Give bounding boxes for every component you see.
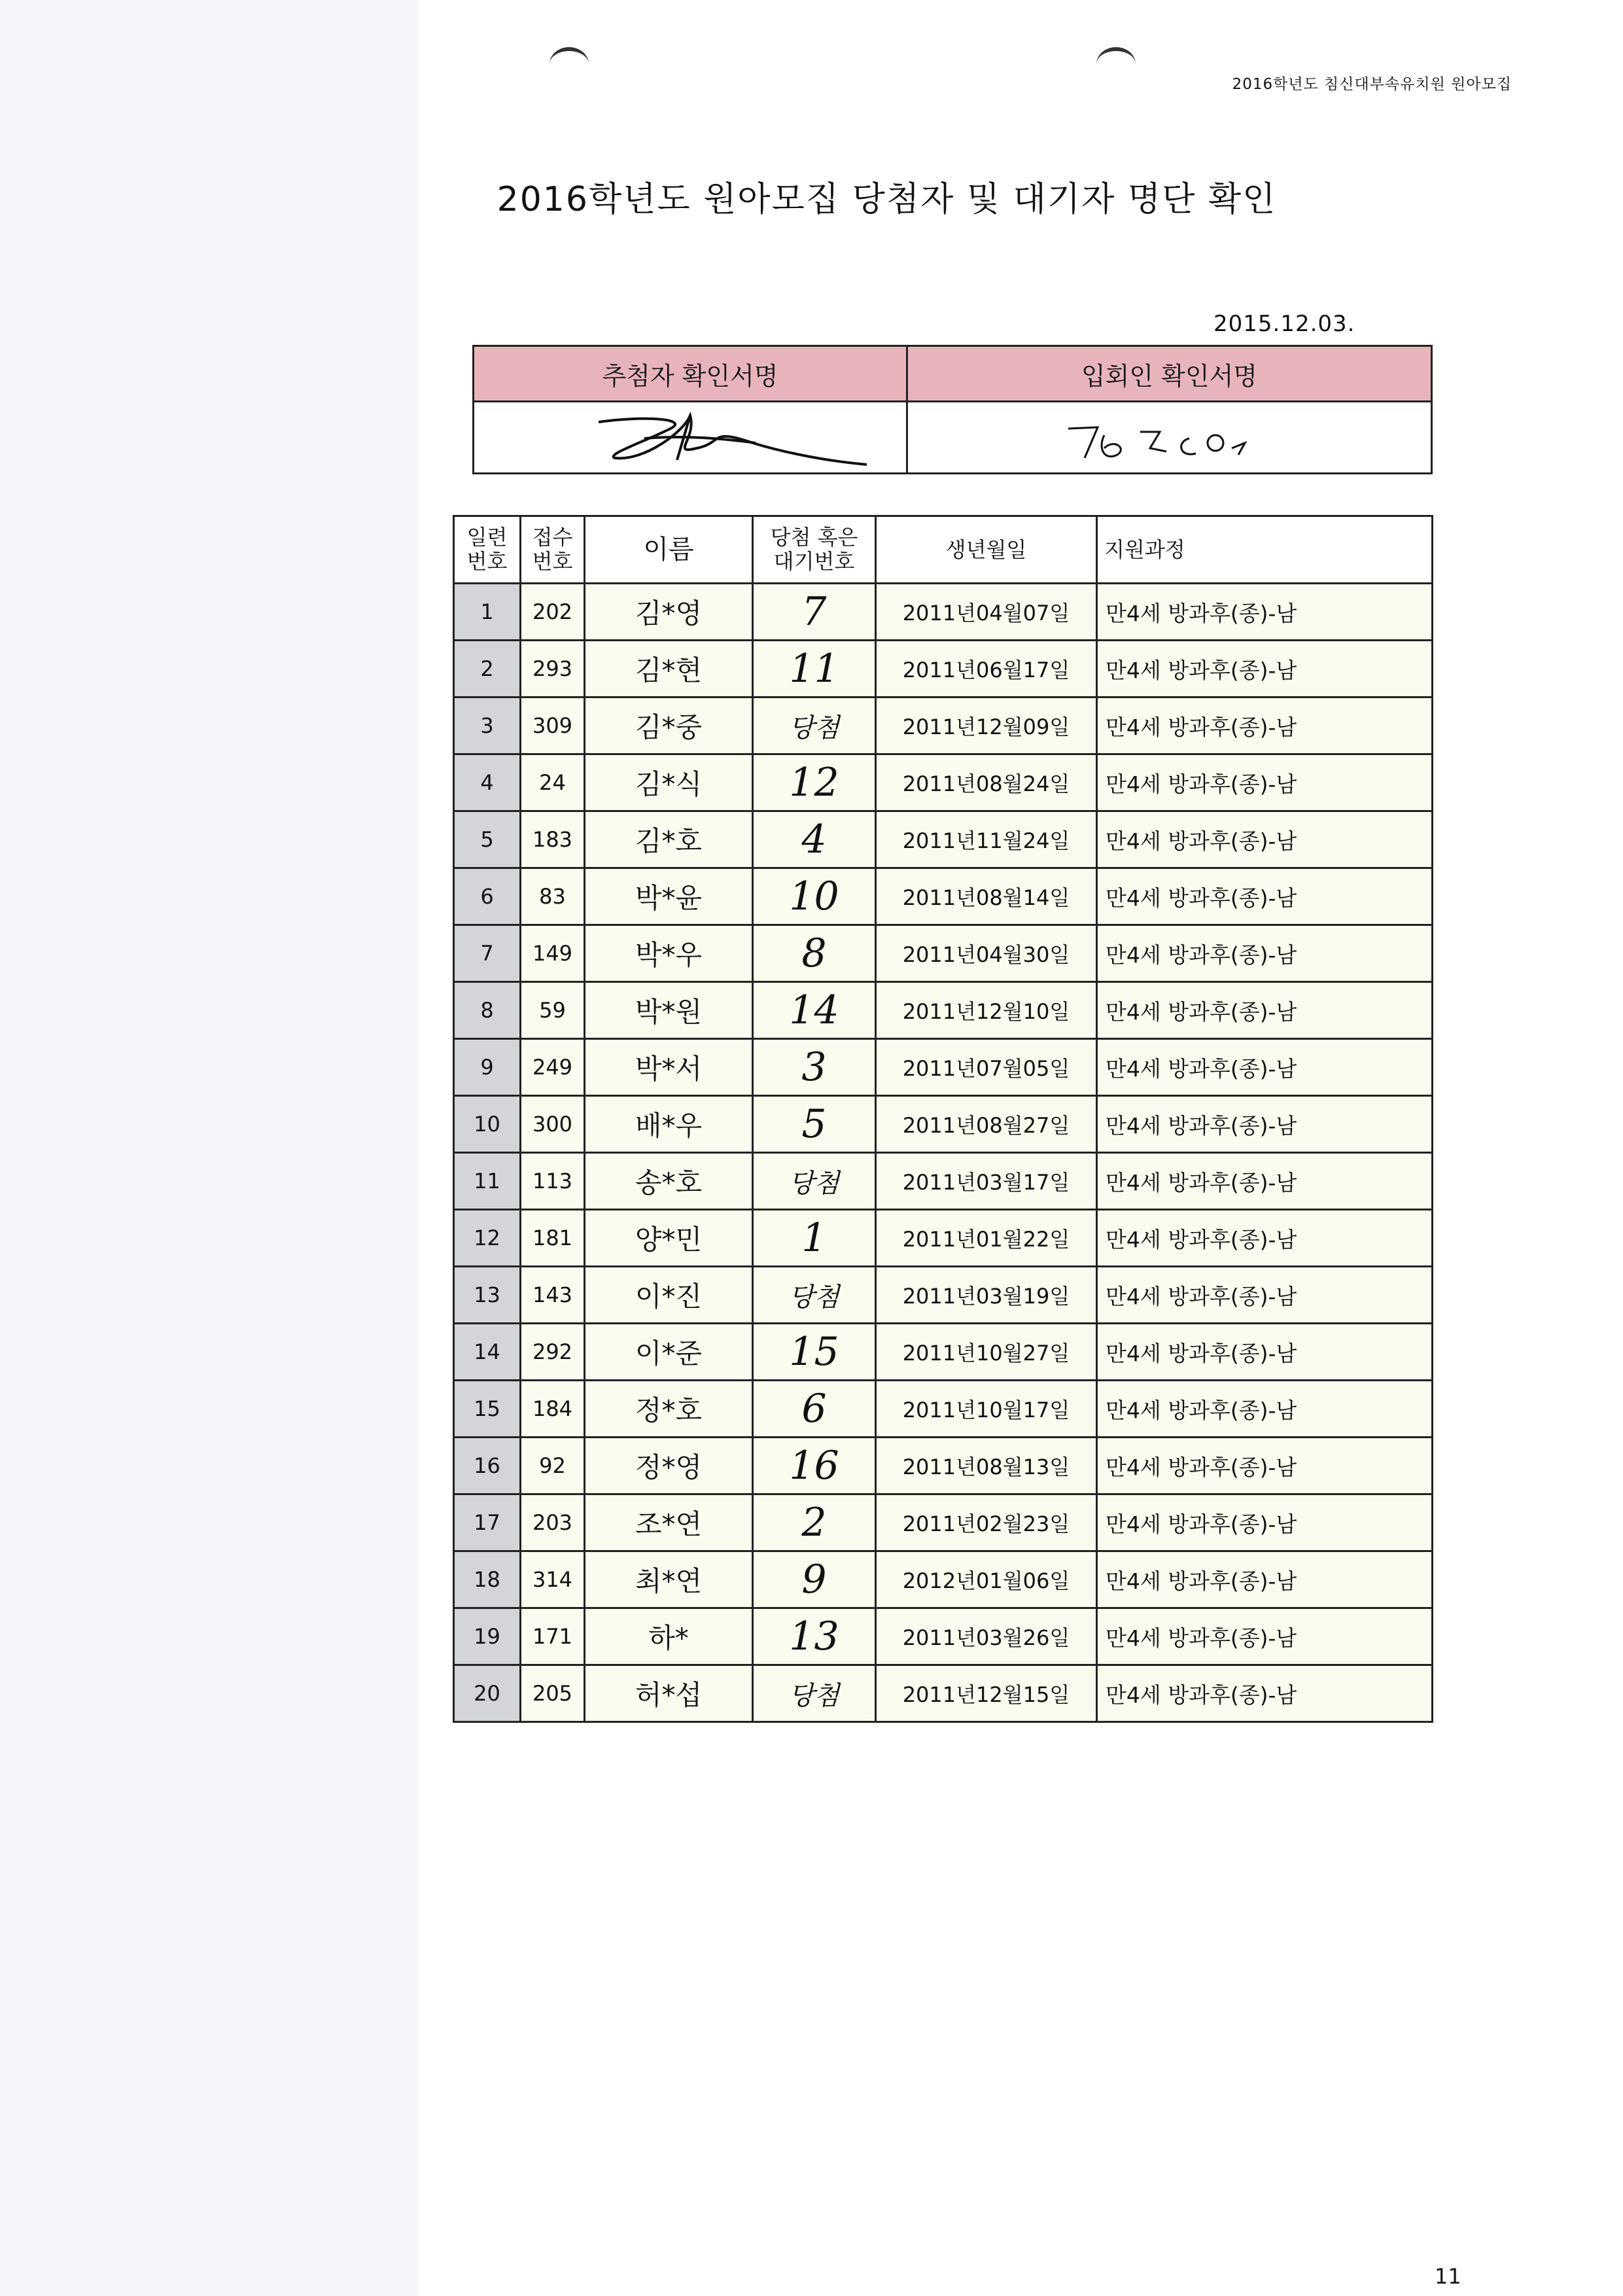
result-cell: 4	[753, 811, 876, 868]
applicant-table	[453, 515, 1433, 1723]
course-cell: 만4세 방과후(종)-남	[1097, 811, 1433, 868]
seq-cell: 12	[454, 1210, 521, 1267]
name-cell: 정*호	[585, 1381, 753, 1438]
receipt-cell: 183	[521, 811, 585, 868]
drawer-signature	[474, 402, 906, 474]
table-row	[454, 754, 1433, 811]
receipt-cell: 24	[521, 754, 585, 811]
signature-box	[472, 345, 1433, 474]
name-cell: 박*우	[585, 925, 753, 982]
name-cell: 김*호	[585, 811, 753, 868]
table-row	[454, 868, 1433, 925]
course-cell: 만4세 방과후(종)-남	[1097, 868, 1433, 925]
col-header-name: 이름	[585, 516, 753, 584]
birth-cell: 2011년12월10일	[876, 982, 1097, 1039]
result-cell: 7	[753, 584, 876, 641]
name-cell: 최*연	[585, 1551, 753, 1608]
birth-cell: 2011년04월07일	[876, 584, 1097, 641]
birth-cell: 2011년04월30일	[876, 925, 1097, 982]
page-shadow	[0, 0, 419, 2296]
birth-cell: 2011년08월14일	[876, 868, 1097, 925]
receipt-cell: 181	[521, 1210, 585, 1267]
name-cell: 이*준	[585, 1324, 753, 1381]
table-row	[454, 1324, 1433, 1381]
drawer-sign-label: 추첨자 확인서명	[474, 347, 906, 402]
seq-cell: 19	[454, 1608, 521, 1665]
receipt-cell: 92	[521, 1438, 585, 1494]
name-cell: 김*식	[585, 754, 753, 811]
seq-cell: 11	[454, 1153, 521, 1210]
result-cell: 13	[753, 1608, 876, 1665]
table-row	[454, 641, 1433, 698]
page-title: 2016학년도 원아모집 당첨자 및 대기자 명단 확인	[497, 180, 1277, 219]
birth-cell: 2011년11월24일	[876, 811, 1097, 868]
table-row	[454, 698, 1433, 754]
col-header-result: 당첨 혹은 대기번호	[753, 516, 876, 584]
name-cell: 허*섭	[585, 1665, 753, 1722]
result-cell: 12	[753, 754, 876, 811]
birth-cell: 2011년03월19일	[876, 1267, 1097, 1324]
running-header: 2016학년도 침신대부속유치원 원아모집	[1232, 76, 1512, 93]
witness-signature	[908, 402, 1431, 474]
course-cell: 만4세 방과후(종)-남	[1097, 641, 1433, 698]
table-row	[454, 584, 1433, 641]
course-cell: 만4세 방과후(종)-남	[1097, 1267, 1433, 1324]
table-row	[454, 1267, 1433, 1324]
birth-cell: 2011년03월26일	[876, 1608, 1097, 1665]
result-cell: 당첨	[753, 1665, 876, 1722]
table-row	[454, 1381, 1433, 1438]
receipt-cell: 309	[521, 698, 585, 754]
course-cell: 만4세 방과후(종)-남	[1097, 1153, 1433, 1210]
name-cell: 김*영	[585, 584, 753, 641]
course-cell: 만4세 방과후(종)-남	[1097, 1665, 1433, 1722]
table-row	[454, 1494, 1433, 1551]
handwritten-signature-icon	[474, 402, 906, 474]
table-row	[454, 1665, 1433, 1722]
seq-cell: 10	[454, 1096, 521, 1153]
result-cell: 10	[753, 868, 876, 925]
table-row	[454, 982, 1433, 1039]
seq-cell: 3	[454, 698, 521, 754]
table-row	[454, 1438, 1433, 1494]
name-cell: 박*서	[585, 1039, 753, 1096]
birth-cell: 2011년01월22일	[876, 1210, 1097, 1267]
course-cell: 만4세 방과후(종)-남	[1097, 1608, 1433, 1665]
result-cell: 14	[753, 982, 876, 1039]
result-cell: 9	[753, 1551, 876, 1608]
course-cell: 만4세 방과후(종)-남	[1097, 925, 1433, 982]
result-cell: 2	[753, 1494, 876, 1551]
witness-sign-label: 입회인 확인서명	[908, 347, 1431, 402]
birth-cell: 2011년08월24일	[876, 754, 1097, 811]
seq-cell: 16	[454, 1438, 521, 1494]
seq-cell: 13	[454, 1267, 521, 1324]
result-cell: 8	[753, 925, 876, 982]
name-cell: 조*연	[585, 1494, 753, 1551]
receipt-cell: 300	[521, 1096, 585, 1153]
receipt-cell: 184	[521, 1381, 585, 1438]
result-cell: 당첨	[753, 698, 876, 754]
receipt-cell: 171	[521, 1608, 585, 1665]
receipt-cell: 113	[521, 1153, 585, 1210]
birth-cell: 2011년06월17일	[876, 641, 1097, 698]
col-header-course: 지원과정	[1097, 516, 1433, 584]
result-cell: 5	[753, 1096, 876, 1153]
seq-cell: 6	[454, 868, 521, 925]
receipt-cell: 59	[521, 982, 585, 1039]
seq-cell: 5	[454, 811, 521, 868]
birth-cell: 2011년07월05일	[876, 1039, 1097, 1096]
receipt-cell: 143	[521, 1267, 585, 1324]
receipt-cell: 83	[521, 868, 585, 925]
name-cell: 김*중	[585, 698, 753, 754]
result-cell: 3	[753, 1039, 876, 1096]
course-cell: 만4세 방과후(종)-남	[1097, 1039, 1433, 1096]
course-cell: 만4세 방과후(종)-남	[1097, 1324, 1433, 1381]
name-cell: 배*우	[585, 1096, 753, 1153]
birth-cell: 2011년08월13일	[876, 1438, 1097, 1494]
name-cell: 박*윤	[585, 868, 753, 925]
seq-cell: 9	[454, 1039, 521, 1096]
punch-hole-left	[550, 47, 589, 81]
table-header-row	[454, 516, 1433, 584]
result-cell: 당첨	[753, 1267, 876, 1324]
name-cell: 정*영	[585, 1438, 753, 1494]
course-cell: 만4세 방과후(종)-남	[1097, 584, 1433, 641]
seq-cell: 18	[454, 1551, 521, 1608]
punch-hole-right	[1096, 47, 1136, 81]
name-cell: 김*현	[585, 641, 753, 698]
birth-cell: 2011년03월17일	[876, 1153, 1097, 1210]
name-cell: 송*호	[585, 1153, 753, 1210]
result-cell: 1	[753, 1210, 876, 1267]
seq-cell: 20	[454, 1665, 521, 1722]
name-cell: 하*	[585, 1608, 753, 1665]
receipt-cell: 202	[521, 584, 585, 641]
course-cell: 만4세 방과후(종)-남	[1097, 754, 1433, 811]
receipt-cell: 203	[521, 1494, 585, 1551]
birth-cell: 2011년10월27일	[876, 1324, 1097, 1381]
receipt-cell: 149	[521, 925, 585, 982]
seq-cell: 2	[454, 641, 521, 698]
receipt-cell: 293	[521, 641, 585, 698]
course-cell: 만4세 방과후(종)-남	[1097, 1210, 1433, 1267]
course-cell: 만4세 방과후(종)-남	[1097, 982, 1433, 1039]
col-header-birth: 생년월일	[876, 516, 1097, 584]
result-cell: 16	[753, 1438, 876, 1494]
course-cell: 만4세 방과후(종)-남	[1097, 698, 1433, 754]
receipt-cell: 314	[521, 1551, 585, 1608]
birth-cell: 2011년02월23일	[876, 1494, 1097, 1551]
result-cell: 15	[753, 1324, 876, 1381]
col-header-seq: 일련 번호	[454, 516, 521, 584]
seq-cell: 14	[454, 1324, 521, 1381]
seq-cell: 8	[454, 982, 521, 1039]
birth-cell: 2011년10월17일	[876, 1381, 1097, 1438]
receipt-cell: 205	[521, 1665, 585, 1722]
table-row	[454, 1551, 1433, 1608]
table-row	[454, 1039, 1433, 1096]
result-cell: 6	[753, 1381, 876, 1438]
seq-cell: 1	[454, 584, 521, 641]
handwritten-signature-icon	[908, 402, 1431, 474]
result-cell: 11	[753, 641, 876, 698]
table-row	[454, 1153, 1433, 1210]
course-cell: 만4세 방과후(종)-남	[1097, 1096, 1433, 1153]
name-cell: 양*민	[585, 1210, 753, 1267]
receipt-cell: 292	[521, 1324, 585, 1381]
table-row	[454, 925, 1433, 982]
col-header-receipt: 접수 번호	[521, 516, 585, 584]
result-cell: 당첨	[753, 1153, 876, 1210]
birth-cell: 2011년12월09일	[876, 698, 1097, 754]
seq-cell: 17	[454, 1494, 521, 1551]
seq-cell: 15	[454, 1381, 521, 1438]
seq-cell: 4	[454, 754, 521, 811]
table-row	[454, 1608, 1433, 1665]
name-cell: 박*원	[585, 982, 753, 1039]
birth-cell: 2011년08월27일	[876, 1096, 1097, 1153]
course-cell: 만4세 방과후(종)-남	[1097, 1438, 1433, 1494]
course-cell: 만4세 방과후(종)-남	[1097, 1494, 1433, 1551]
table-row	[454, 1210, 1433, 1267]
document-date: 2015.12.03.	[1213, 311, 1355, 337]
seq-cell: 7	[454, 925, 521, 982]
birth-cell: 2012년01월06일	[876, 1551, 1097, 1608]
table-row	[454, 811, 1433, 868]
course-cell: 만4세 방과후(종)-남	[1097, 1381, 1433, 1438]
page-number: 11	[1435, 2264, 1461, 2289]
name-cell: 이*진	[585, 1267, 753, 1324]
birth-cell: 2011년12월15일	[876, 1665, 1097, 1722]
receipt-cell: 249	[521, 1039, 585, 1096]
course-cell: 만4세 방과후(종)-남	[1097, 1551, 1433, 1608]
table-row	[454, 1096, 1433, 1153]
